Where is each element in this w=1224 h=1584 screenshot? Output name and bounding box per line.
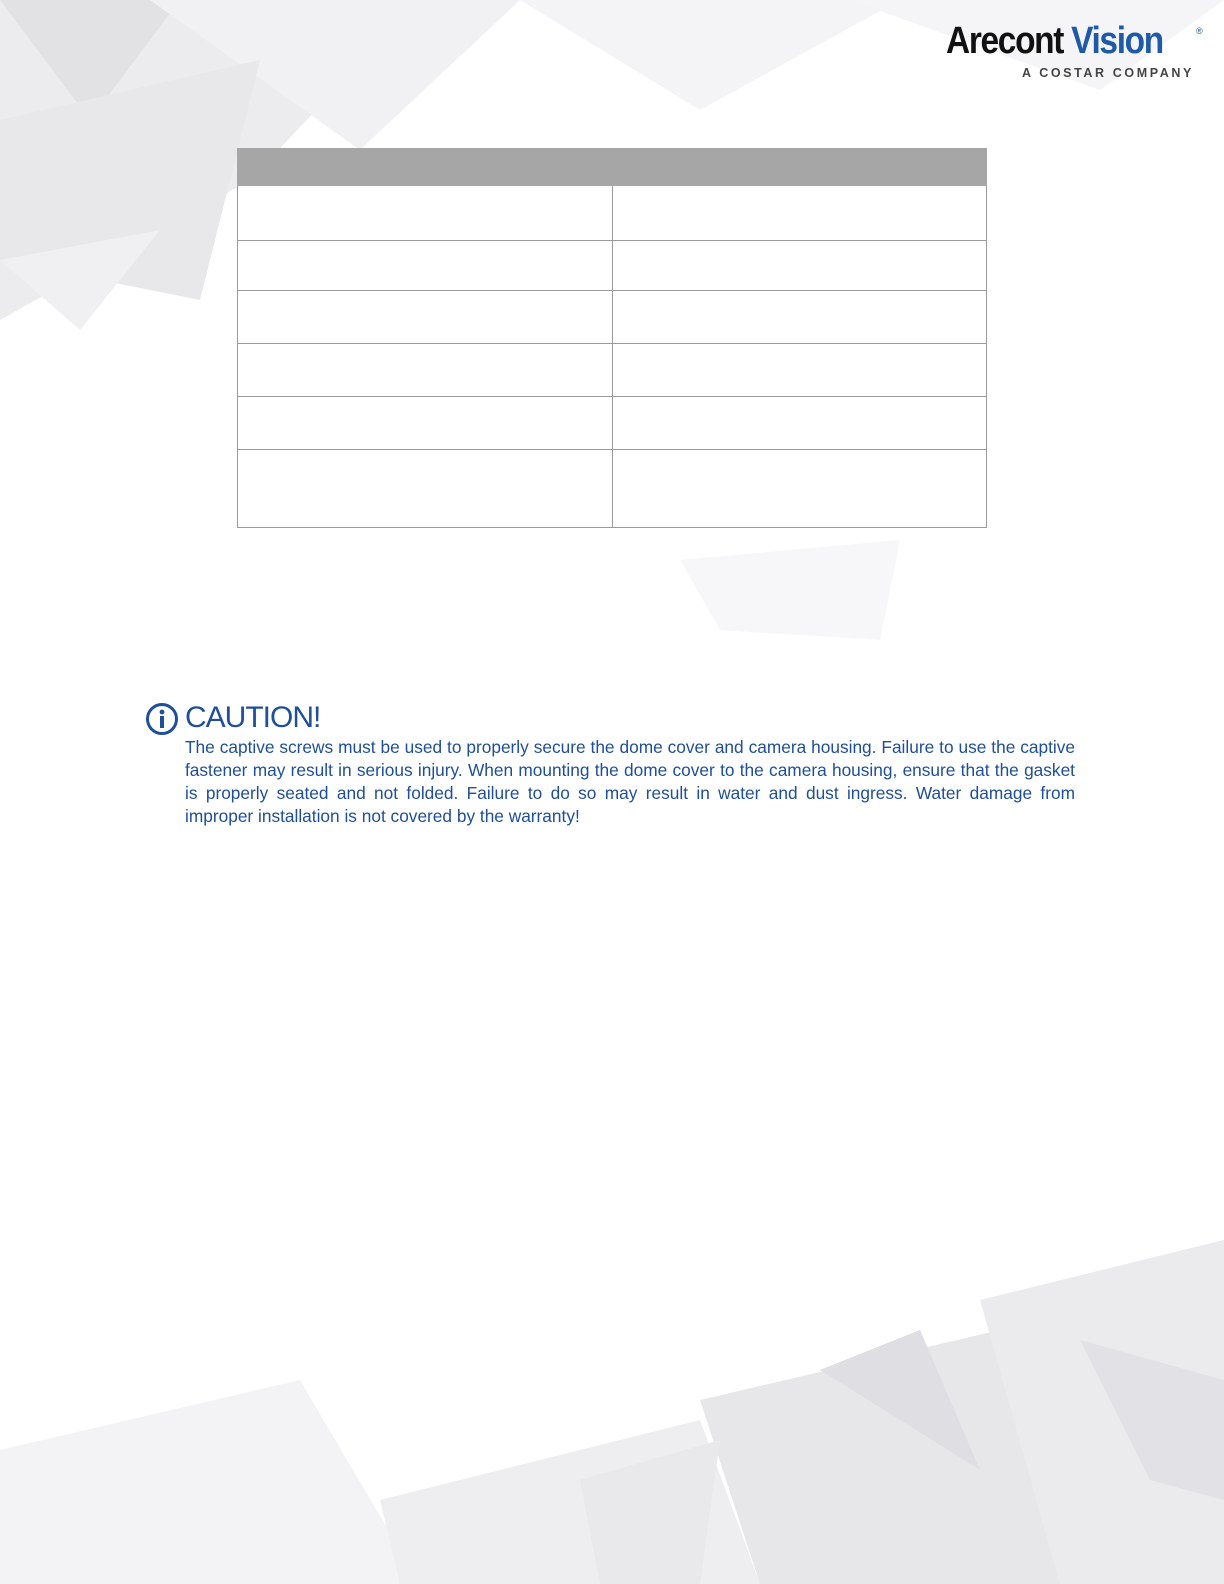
- logo-word-vision: Vision: [1071, 20, 1163, 62]
- row-label: [238, 344, 613, 397]
- row-label: [238, 186, 613, 241]
- row-label: [238, 450, 613, 528]
- logo-word-arecont: Arecont: [946, 20, 1064, 62]
- caution-text: The captive screws must be used to properly secure the dome cover and camera housing. Failure to use the captive fastener may result in serious injury. When mounting the dome cover to the camera housing, ensure that the gasket is properly seated and not folded. Failure to do so may result in water and dust ingress. Water damage from improper installation is not covered by the warranty!: [185, 737, 1075, 826]
- row-label: [238, 241, 613, 291]
- info-circle-icon: [145, 702, 179, 736]
- table-row: [238, 186, 987, 241]
- table-row: [238, 291, 987, 344]
- table-row: [238, 344, 987, 397]
- table-row: [238, 397, 987, 450]
- logo-tagline: A COSTAR COMPANY: [1022, 66, 1194, 80]
- row-value: [612, 241, 987, 291]
- table-row: [238, 450, 987, 528]
- row-value: [612, 344, 987, 397]
- row-label: [238, 291, 613, 344]
- row-value: [612, 397, 987, 450]
- company-logo: [940, 18, 1210, 88]
- row-value: [612, 291, 987, 344]
- logo-wordmark: [946, 18, 1163, 64]
- row-value: [612, 450, 987, 528]
- table-header-row: [238, 149, 987, 186]
- table-header: [238, 149, 987, 186]
- row-value: [612, 186, 987, 241]
- caution-title: CAUTION!: [185, 701, 321, 734]
- row-label: [238, 397, 613, 450]
- spec-table: [237, 148, 987, 528]
- table-row: [238, 241, 987, 291]
- registered-mark: ®: [1196, 26, 1203, 36]
